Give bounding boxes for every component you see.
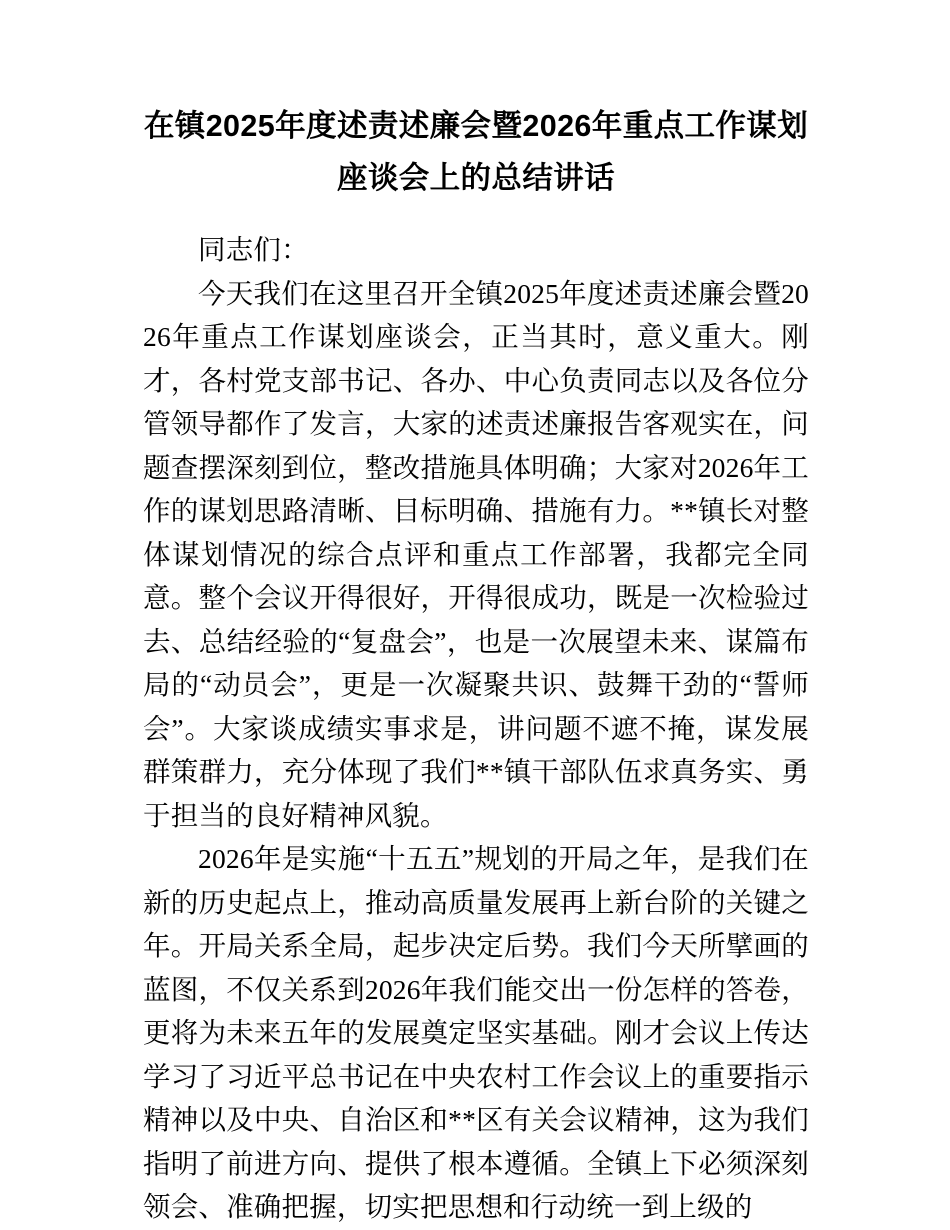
document-body (143, 0, 809, 1229)
body-paragraph-2: 2026年是实施“十五五”规划的开局之年，是我们在新的历史起点上，推动高质量发展再上新台阶的关键之年。开局关系全局，起步决定后势。我们今天所擘画的蓝图，不仅关系到2026年我们能交出一份怎样的答卷，更将为未来五年的发展奠定坚实基础。刚才会议上传达学习了习近平总书记在中央农村工作会议上的重要指示精神以及中央、自治区和**区有关会议精神，这为我们指明了前进方向、提供了根本遵循。全镇上下必须深刻领会、准确把握，切实把思想和行动统一到上级的 (143, 843, 809, 1222)
body-paragraph-1: 今天我们在这里召开全镇2025年度述责述廉会暨2026年重点工作谋划座谈会，正当其时，意义重大。刚才，各村党支部书记、各办、中心负责同志以及各位分管领导都作了发言，大家的述责述廉报告客观实在，问题查摆深刻到位，整改措施具体明确；大家对2026年工作的谋划思路清晰、目标明确、措施有力。**镇长对整体谋划情况的综合点评和重点工作部署，我都完全同意。整个会议开得很好，开得很成功，既是一次检验过去、总结经验的“复盘会”，也是一次展望未来、谋篇布局的“动员会”，更是一次凝聚共识、鼓舞干劲的“誓师会”。大家谈成绩实事求是，讲问题不遮不掩，谋发展群策群力，充分体现了我们**镇干部队伍求真务实、勇于担当的良好精神风貌。 (143, 277, 809, 831)
salutation: 同志们： (198, 234, 309, 265)
document-title: 在镇2025年度述责述廉会暨2026年重点工作谋划座谈会上的总结讲话 (143, 109, 809, 195)
